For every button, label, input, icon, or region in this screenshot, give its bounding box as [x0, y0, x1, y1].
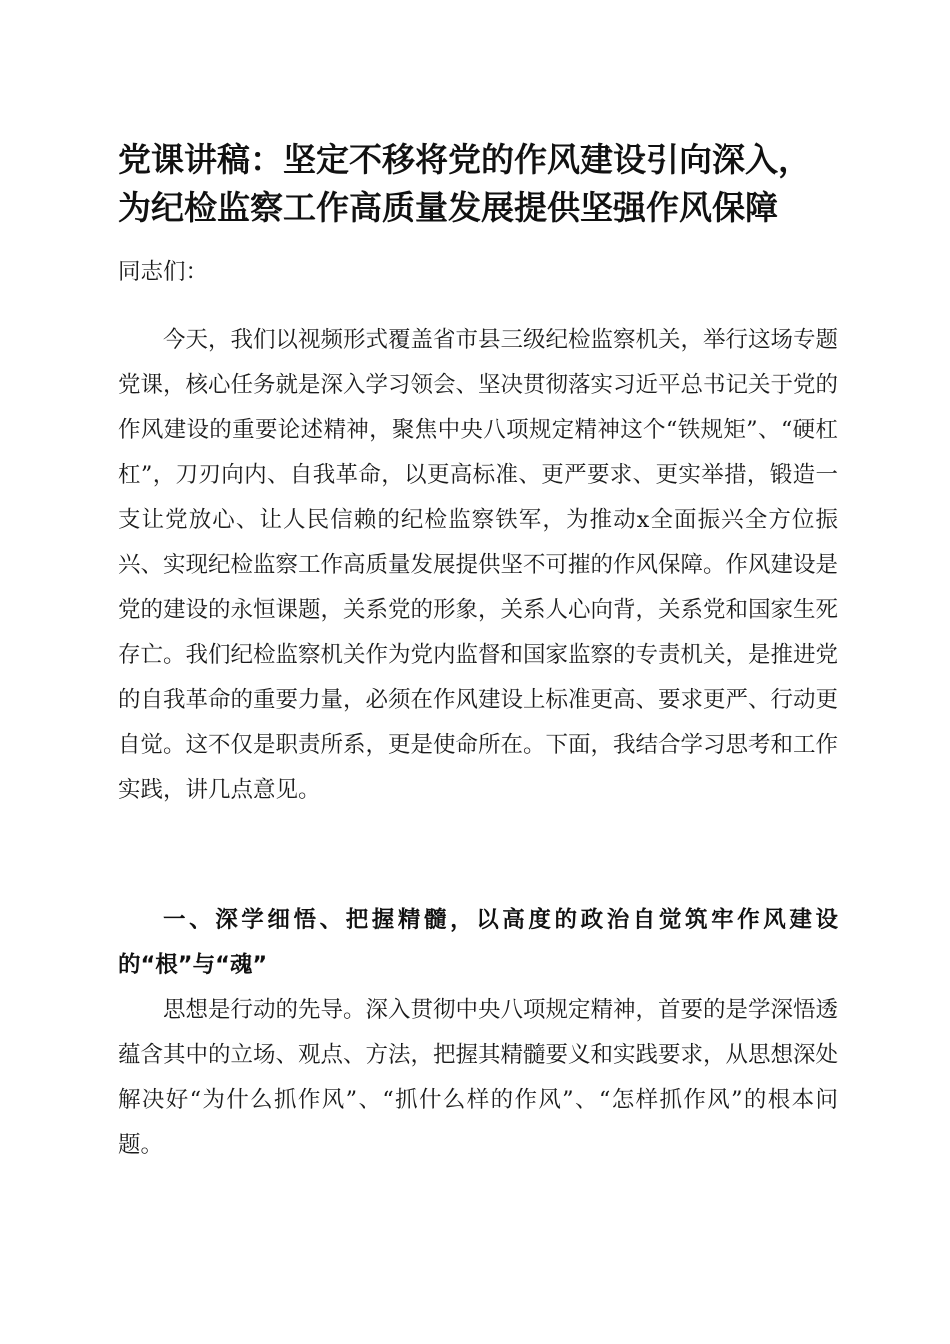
paragraph-intro: 今天，我们以视频形式覆盖省市县三级纪检监察机关，举行这场专题党课，核心任务就是深入学习领会、坚决贯彻落实习近平总书记关于党的作风建设的重要论述精神，聚焦中央八项规定精神这个“铁规矩”、“硬杠杠”，刀刃向内、自我革命，以更高标准、更严要求、更实举措，锻造一支让党放心、让人民信赖的纪检监察铁军，为推动x全面振兴全方位振兴、实现纪检监察工作高质量发展提供坚不可摧的作风保障。作风建设是党的建设的永恒课题，关系党的形象，关系人心向背，关系党和国家生死存亡。我们纪检监察机关作为党内监督和国家监察的专责机关，是推进党的自我革命的重要力量，必须在作风建设上标准更高、要求更严、行动更自觉。这不仅是职责所系，更是使命所在。下面，我结合学习思考和工作实践，讲几点意见。	[118, 327, 839, 803]
paragraph-section-1: 思想是行动的先导。深入贯彻中央八项规定精神，首要的是学深悟透蕴含其中的立场、观点、方法，把握其精髓要义和实践要求，从思想深处解决好“为什么抓作风”、“抓什么样的作风”、“怎样抓作风”的根本问题。	[118, 997, 839, 1158]
section-heading-1: 一、深学细悟、把握精髓，以高度的政治自觉筑牢作风建设的“根”与“魂”	[118, 907, 838, 978]
salutation: 同志们：	[118, 259, 209, 285]
document-title-line-1: 党课讲稿：坚定不移将党的作风建设引向深入，	[118, 140, 811, 179]
document-title-line-2: 为纪检监察工作高质量发展提供坚强作风保障	[118, 188, 778, 227]
